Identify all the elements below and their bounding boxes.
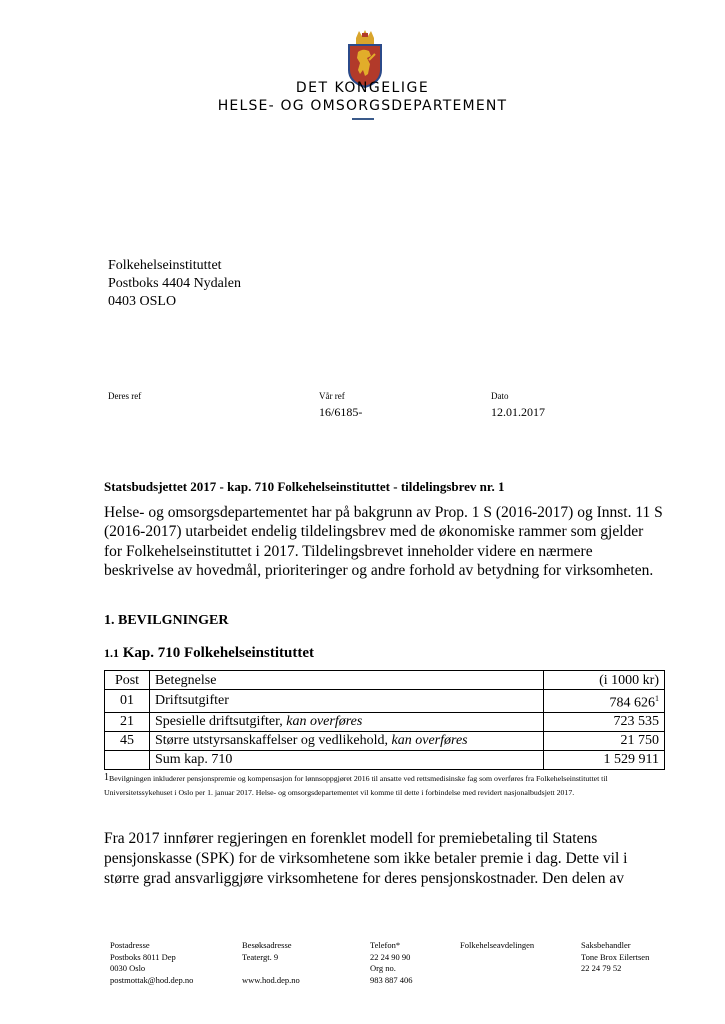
row-label: [150, 690, 544, 713]
recipient-name: Folkehelseinstituttet: [108, 258, 222, 273]
row-label: Sum kap. 710: [150, 750, 544, 769]
row-amount-value: 21 750: [620, 733, 659, 749]
paragraph-pension: Fra 2017 innfører regjeringen en forenklet modell for premiebetaling til Statens pensjonskasse (SPK) for de virksomhetene som ikke betaler premie i dag. Dette vil i større grad ansvarliggjøre virksomhetene for deres pensjonskostnader. Den delen av: [104, 830, 628, 887]
table-row: [105, 690, 665, 713]
footer-line: Teatergt. 9: [242, 951, 279, 962]
header-amount: (i 1000 kr): [544, 671, 665, 690]
footer-telefon: [370, 940, 413, 986]
header-post: Post: [105, 671, 150, 690]
intro-paragraph: Helse- og omsorgsdepartementet har på bakgrunn av Prop. 1 S (2016-2017) og Innst. 11 S (2016-2017) utarbeidet endelig tildelingsbrev med de økonomiske rammer som gjelder for Folkehelseinstituttet i 2017. Tildelingsbrevet inneholder videre en nærmere beskrivelse av hovedmål, prioriteringer og andre forhold av betydning for virksomheten.: [104, 504, 663, 579]
footer-email: postmottak@hod.dep.no: [110, 974, 194, 985]
row-label: [150, 731, 544, 750]
row-amount-value: 784 626: [609, 695, 655, 711]
org-name-line2: HELSE- OG OMSORGSDEPARTEMENT: [217, 98, 508, 114]
org-name-line1: DET KONGELIGE: [295, 80, 430, 96]
row-label-text: Spesielle driftsutgifter,: [155, 714, 287, 730]
var-ref-value: 16/6185-: [319, 405, 363, 419]
table-row-sum: [105, 750, 665, 769]
row-post: 01: [105, 690, 150, 713]
table-row: [105, 731, 665, 750]
section-heading-1-1: [104, 645, 314, 662]
section-title: BEVILGNINGER: [118, 613, 229, 628]
footer-line: Org no.: [370, 963, 396, 973]
table-header-row: [105, 671, 665, 690]
section-number: 1.: [104, 613, 115, 628]
budget-table: [104, 670, 665, 770]
recipient-street: Postboks 4404 Nydalen: [108, 276, 241, 291]
row-amount: [544, 731, 665, 750]
row-amount: 1 529 911: [544, 750, 665, 769]
table-row: [105, 712, 665, 731]
footer-line: Postboks 8011 Dep: [110, 951, 176, 962]
row-label-italic: kan overføres: [286, 714, 363, 730]
dato-label: Dato: [491, 391, 509, 401]
row-post: 21: [105, 712, 150, 731]
footer-line: Tone Brox Eilertsen: [581, 951, 650, 962]
crown-icon: [356, 30, 374, 44]
footer-website: www.hod.dep.no: [242, 974, 300, 985]
footer-postadresse: [110, 940, 193, 986]
deres-ref-label: Deres ref: [108, 391, 142, 401]
recipient-postal: 0403 OSLO: [108, 294, 177, 309]
footer-line: 22 24 79 52: [581, 963, 622, 973]
row-amount: [544, 712, 665, 731]
footnote-ref: 1: [655, 694, 659, 703]
footnote-mark: 1: [104, 772, 109, 783]
footer-label: Besøksadresse: [242, 940, 292, 950]
letterhead-rule: [352, 118, 374, 120]
row-amount: [544, 690, 665, 713]
footer-saksbehandler: [581, 940, 649, 975]
footer-line: 0030 Oslo: [110, 963, 146, 973]
footer-line: 22 24 90 90: [370, 951, 411, 962]
footer-line: 983 887 406: [370, 974, 413, 985]
footer-besoksadresse: [242, 940, 300, 986]
footer-label: Saksbehandler: [581, 940, 631, 950]
row-amount-value: 723 535: [613, 714, 659, 730]
row-post: [105, 750, 150, 769]
footer-label: Postadresse: [110, 940, 150, 950]
header-betegnelse: Betegnelse: [150, 671, 544, 690]
subject-line: Statsbudsjettet 2017 - kap. 710 Folkehelseinstituttet - tildelingsbrev nr. 1: [104, 479, 505, 494]
footer-label: Folkehelseavdelingen: [460, 940, 535, 950]
footnote-text: Bevilgningen inkluderer pensjonspremie og kompensasjon for lønnsoppgjøret 2016 til ansatte ved rettsmedisinske fag som overføres fra Folkehelseinstituttet til Universitetssykehuset i Oslo per 1. januar 2017. Helse- og omsorgsdepartementet vil komme til dette i forbindelse med revidert nasjonalbudsjett 2017.: [104, 774, 608, 797]
section-number: 1.1: [104, 646, 119, 660]
footer-label: Telefon*: [370, 940, 401, 950]
section-title: Kap. 710 Folkehelseinstituttet: [122, 645, 314, 661]
row-post: 45: [105, 731, 150, 750]
section-heading-1: [104, 613, 228, 629]
var-ref-label: Vår ref: [319, 391, 345, 401]
row-label-text: Driftsutgifter: [155, 693, 229, 709]
row-label-text: Større utstyrsanskaffelser og vedlikehold,: [155, 733, 392, 749]
row-label-italic: kan overføres: [391, 733, 468, 749]
footer-avdeling: [460, 940, 534, 952]
footnote: [104, 771, 666, 799]
dato-value: 12.01.2017: [491, 405, 545, 419]
row-label: [150, 712, 544, 731]
